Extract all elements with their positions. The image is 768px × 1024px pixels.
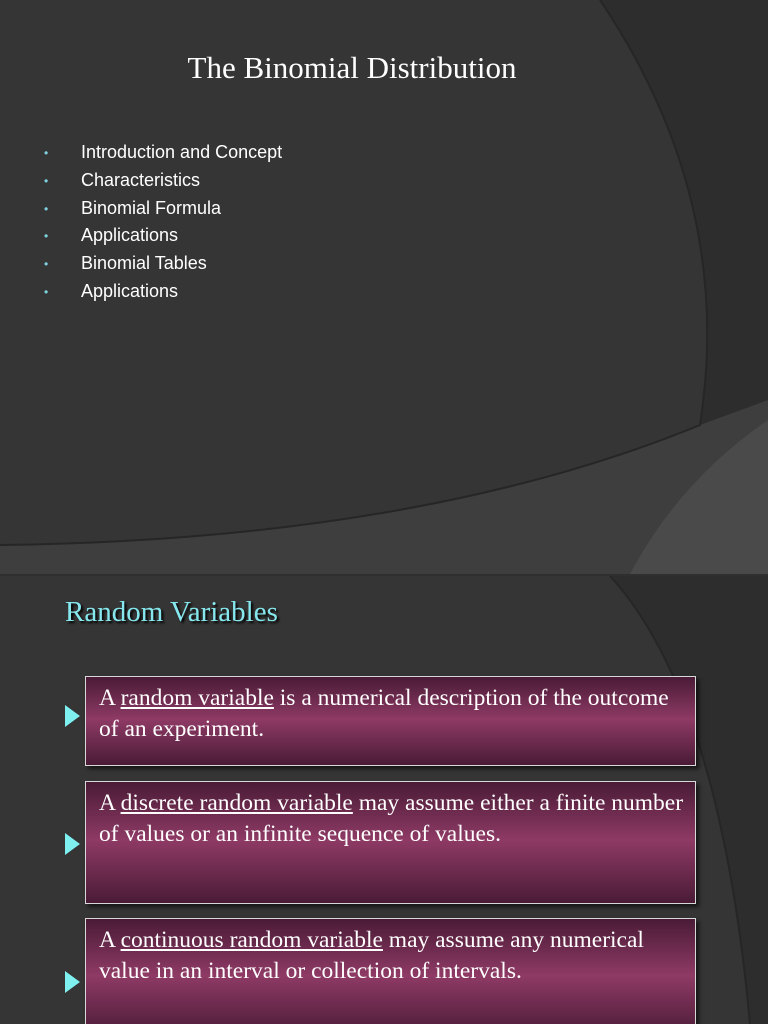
slide-title: Random Variables [65,596,278,628]
arrow-bullet-icon [65,971,80,993]
definition-box: A discrete random variable may assume either a finite number of values or an infinite sequence of values. [85,781,696,904]
term: continuous random variable [120,927,383,953]
bullet-icon: • [44,284,49,299]
bullet-icon: • [44,201,49,216]
definition-box: A random variable is a numerical description of the outcome of an experiment. [85,676,696,766]
bullet-icon: • [44,229,49,244]
bullet-text: Applications [81,280,179,301]
term: discrete random variable [120,790,353,816]
slide-title: The Binomial Distribution [187,50,517,85]
bullet-text: Applications [81,225,179,246]
definition-box: A continuous random variable may assume any numerical value in an interval or collection of intervals. [85,918,696,1024]
bullet-text: Introduction and Concept [81,142,283,162]
bullet-icon: • [44,257,49,272]
bullet-text: Characteristics [81,169,201,190]
term: random variable [120,685,274,711]
arrow-bullet-icon [65,705,80,727]
bullet-icon: • [44,146,49,160]
arrow-bullet-icon [65,833,80,855]
slide-2 [0,576,768,1024]
bullet-text: Binomial Formula [81,197,222,218]
bullet-icon: • [44,173,49,188]
bullet-text: Binomial Tables [81,253,207,274]
